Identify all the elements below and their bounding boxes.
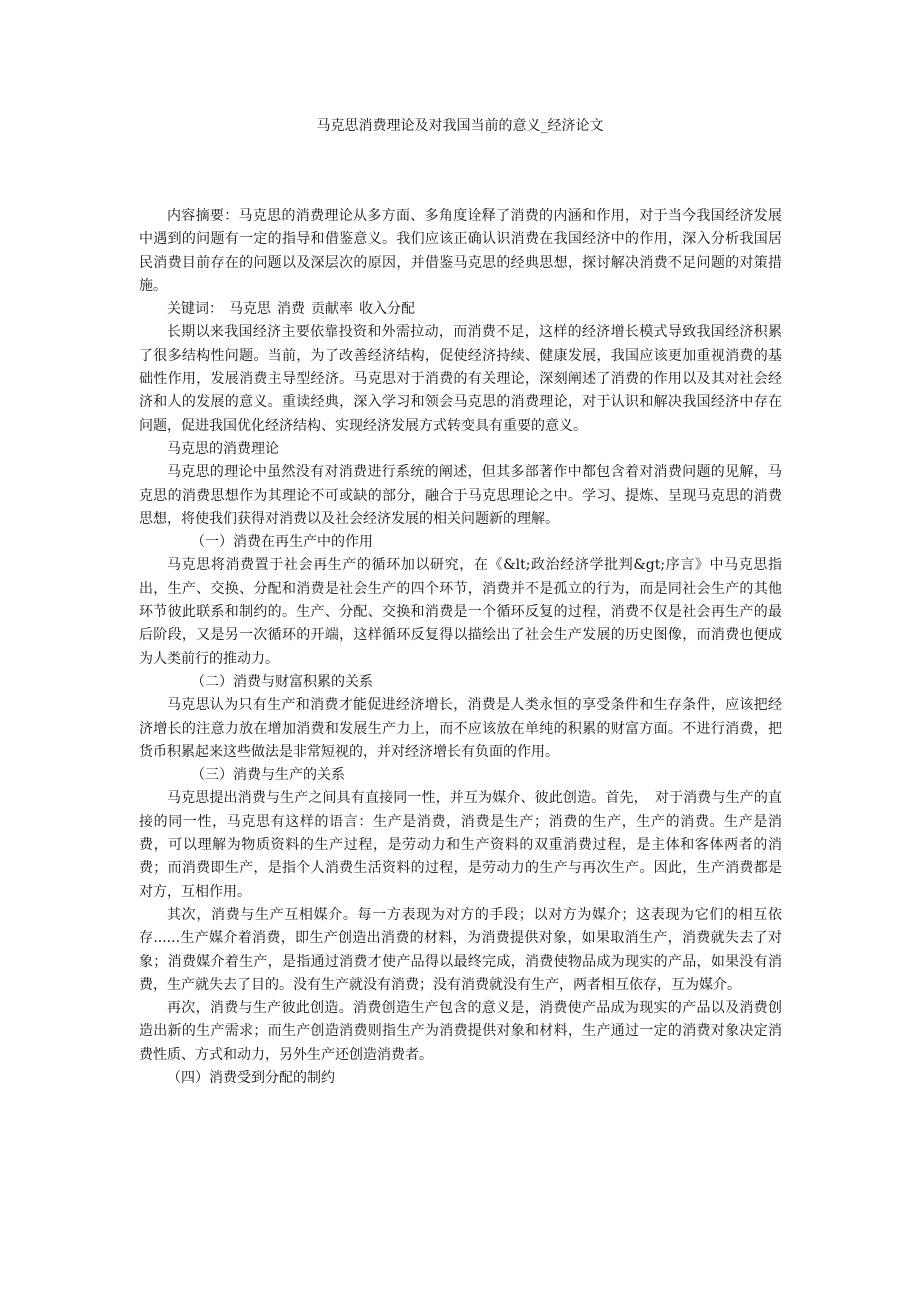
body-paragraph: 其次，消费与生产互相媒介。每一方表现为对方的手段；以对方为媒介；这表现为它们的相互依存......生产媒介着消费，即生产创造出消费的材料，为消费提供对象，如果取消生产，消费就失去了对象；消费媒介着生产，是指通过消费才使产品得以最终完成，消费使物品成为现实的产品，如果没有消费，生产就失去了目的。没有生产就没有消费；没有消费就没有生产，两者相互依存，互为媒介。 [139,906,782,993]
document-body [139,205,782,1090]
subsection-heading: （一）消费在再生产中的作用 [191,534,373,551]
keyword: 收入分配 [359,301,415,318]
intro-paragraph: 长期以来我国经济主要依靠投资和外需拉动，而消费不足，这样的经济增长模式导致我国经济积累了很多结构性问题。当前，为了改善经济结构，促使经济持续、健康发展，我国应该更加重视消费的基础性作用，发展消费主导型经济。马克思对于消费的有关理论，深刻阐述了消费的作用以及其对社会经济和人的发展的意义。重读经典，深入学习和领会马克思的消费理论，对于认识和解决我国经济中存在问题，促进我国优化经济结构、实现经济发展方式转变具有重要的意义。 [139,324,782,434]
keyword: 消费 [277,301,305,318]
section-heading: 马克思的消费理论 [167,440,279,457]
body-paragraph: 马克思将消费置于社会再生产的循环加以研究，在《&lt;政治经济学批判&gt;序言》中马克思指出，生产、交换、分配和消费是社会生产的四个环节，消费并不是孤立的行为，而是同社会生产的其他环节彼此联系和制约的。生产、分配、交换和消费是一个循环反复的过程，消费不仅是社会再生产的最后阶段，又是另一次循环的开端，这样循环反复得以描绘出了社会生产发展的历史图像，而消费也便成为人类前行的推动力。 [139,557,782,667]
body-paragraph: 马克思认为只有生产和消费才能促进经济增长，消费是人类永恒的享受条件和生存条件，应该把经济增长的注意力放在增加消费和发展生产力上，而不应该放在单纯的积累的财富方面。不进行消费，把货币积累起来这些做法是非常短视的，并对经济增长有负面的作用。 [139,697,782,760]
subsection-heading: （四）消费受到分配的制约 [167,1069,335,1086]
body-paragraph: 马克思提出消费与生产之间具有直接同一性，并互为媒介、彼此创造。首先， 对于消费与生产的直接的同一性，马克思有这样的语言：生产是消费，消费是生产；消费的生产，生产的消费。生产是消费，可以理解为物质资料的生产过程，是劳动力和生产资料的双重消费过程，是主体和客体两者的消费；而消费即生产，是指个人消费生活资料的过程，是劳动力的生产与再次生产。因此，生产消费都是对方，互相作用。 [139,790,782,900]
document-title: 马克思消费理论及对我国当前的意义_经济论文 [316,118,604,134]
keyword: 马克思 [229,301,271,318]
abstract-paragraph: 内容摘要：马克思的消费理论从多方面、多角度诠释了消费的内涵和作用，对于当今我国经济发展中遇到的问题有一定的指导和借鉴意义。我们应该正确认识消费在我国经济中的作用，深入分析我国居民消费目前存在的问题以及深层次的原因，并借鉴马克思的经典思想，探讨解决消费不足问题的对策措施。 [139,208,782,294]
subsection-heading: （三）消费与生产的关系 [191,767,345,784]
keywords-line [139,298,782,321]
body-paragraph: 再次，消费与生产彼此创造。消费创造生产包含的意义是，消费使产品成为现实的产品以及消费创造出新的生产需求；而生产创造消费则指生产为消费提供对象和材料，生产通过一定的消费对象决定消费性质、方式和动力，另外生产还创造消费者。 [139,1000,782,1063]
keywords-label: 关键词： [167,301,223,318]
keyword: 贡献率 [311,301,353,318]
section-intro-paragraph: 马克思的理论中虽然没有对消费进行系统的阐述，但其多部著作中都包含着对消费问题的见解，马克思的消费思想作为其理论不可或缺的部分，融合于马克思理论之中。学习、提炼、呈现马克思的消费思想，将使我们获得对消费以及社会经济发展的相关问题新的理解。 [139,464,782,527]
subsection-heading: （二）消费与财富积累的关系 [191,673,373,690]
